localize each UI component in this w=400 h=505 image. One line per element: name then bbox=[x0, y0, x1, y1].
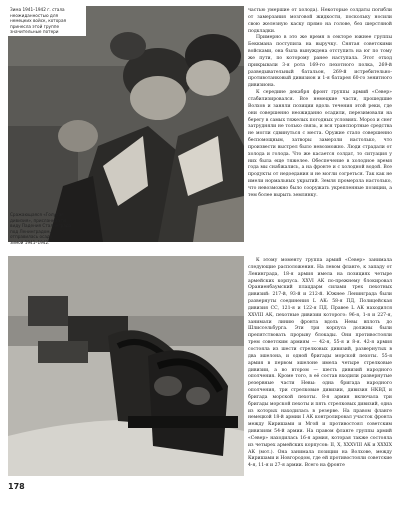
caption-middle: Сражающаяся «Голубая дивизия», присланная по виду Падения Сталинграда под Ленинградом, отправилась осаду зимой 1941–1942. bbox=[10, 212, 72, 245]
caption-top: Зима 1941–1942 г. стала неожиданностью для немецких войск, которая принесла этой группе значительные потери bbox=[8, 6, 86, 36]
photo-soldiers-winter-image bbox=[8, 6, 244, 242]
text-column-top bbox=[248, 8, 392, 200]
text-column-bottom bbox=[248, 258, 392, 470]
paragraph: К этому моменту группа армий «Север» занимала следующие расположения. На левом фланге, к западу от Ленинграда, 18-я армия имела на позициях четыре армейских корпуса. XXVI АК по-прежнему блокировал Ораниенбаумский плацдарм силами трех пехотных дивизий: 217-й, 93-й и 212-й. Южнее Ленинграда были развернуты соединения L АК: 58-я ПД, Полицейская дивизия СС, 121-я и 122-я ПД. Правее L АК находился XXVIII АК, пехотные дивизии которого: 96-я, 1-я и 227-я, занимали линию фронта вдоль Невы вплоть до Шлиссельбурга. Эти три корпуса должны были препятствовать прорыву блокады. Они противостояли трем советским армиям — 42-я, 55-я и 8-я. 42-я армия состояла из шести стрелковых дивизий, развернутых в два эшелона, и одной бригады морской пехоты. 55-я армия в первом эшелоне имела четыре стрелковые дивизии, а во втором — шесть дивизий народного ополчения. Кроме того, в её состав входили развернутые резервные части Невы: одна бригада народного ополчения, три стрелковые дивизии, дивизия НКВД и бригада морской пехоты. 8-я армия включала три бригады морской пехоты и пять стрелковых дивизий, одна из которых находилась в резерве. На правом фланге немецкой 18-й армии I АК контролировал участок фронта между Киришами и Мгой и противостоял советским дивизиям 54-й армии. На правом фланге группы армий «Север» находилась 16-я армия, которая также состояла из четырех армейских корпусов: II, X, XXXVIII АК и XXXIX АК (мот.). Она занимала позиции на Волхове, между Киришами и Новгородом, где ей противостояли советские 4-я, 11-я и 27-я армии. Всего на фронте bbox=[248, 258, 392, 469]
paragraph: К середине декабря фронт группы армий «Север» стабилизировался. Все немецкие части, прошедшие Волхов и заняли позиции вдоль течения этой реки, где они совершенно неожиданно осадили, перезимовали на берегу в самых тяжелых погодных условиях. Мороз и снег затрудняли не только связь, и вся транспортные средства не могли сдвинуться с места. Оружие стало совершенно беспомощным, затворы замерзли настолько, что произвести выстрел было невозможно. Люди страдали от холода и голода. Что же касается солдат, то ситуация у них была еще тяжелее. Обеспечение в холодное время года мы снабжались, а на фронте и с холодной водой. Все продукты от недоедания и не могли согреться. Так как не имели нормальных укрытий. Земля промерзла настолько, что невозможно было сооружать укрепленные позиции, а тем более вырыть землянку. bbox=[248, 90, 392, 198]
photo-sled-convoy-image bbox=[8, 256, 244, 476]
paragraph: Примерно в это же время в секторе южнее группы Беккмана поступила на выручку. Снятая советскими войсками, она была вынуждена отступить на юг по тому же пути, по которому ранее наступала. Этот отход прикрывали 3-я рота 169-го пехотного полка, 269-й разведывательный батальон, 269-й истребительно-противотанковый дивизион и 1-я батарея 60-го зенитного дивизиона. bbox=[248, 35, 392, 89]
paragraph: частью умершие от холода). Некоторые солдаты погибли от замерзания мозговой жидкости, поскольку носили свою железную каску прямо на голове, без шерстяной подкладки. bbox=[248, 8, 392, 34]
photo-sled-convoy bbox=[8, 256, 244, 476]
photo-soldiers-winter bbox=[8, 6, 244, 242]
page-number: 178 bbox=[8, 482, 25, 491]
